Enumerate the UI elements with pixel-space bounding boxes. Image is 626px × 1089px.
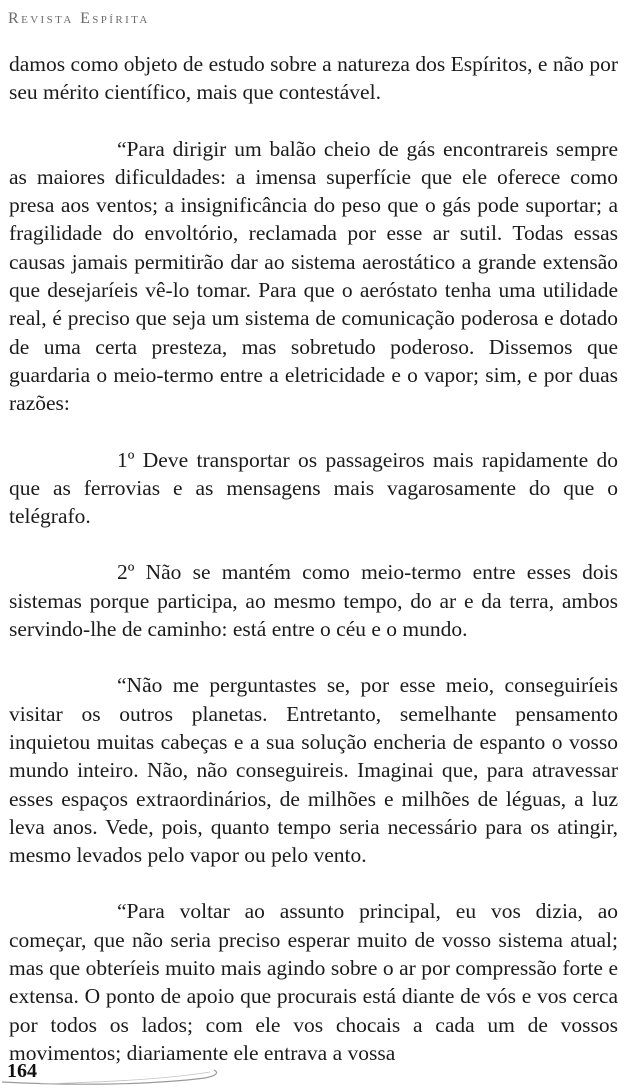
page-body: [9, 50, 618, 1067]
paragraph-other-planets: “Não me perguntastes se, por esse meio, conseguiríeis visitar os outros planetas. Entretanto, semelhante pensamento inquietou muitas cabeças e a sua solução encheria de espanto o vosso mundo inteiro. Não, não conseguireis. Imaginai que, para atravessar esses espaços extraordinários, de milhões e milhões de léguas, a luz leva anos. Vede, pois, quanto tempo seria necessário para os atingir, mesmo levados pelo vapor ou pelo vento.: [9, 673, 618, 868]
paragraph-reason-two: 2º Não se mantém como meio-termo entre esses dois sistemas porque participa, ao mesmo tempo, do ar e da terra, ambos servindo-lhe de caminho: está entre o céu e o mundo.: [9, 560, 618, 642]
paragraph-balloon-difficulties: “Para dirigir um balão cheio de gás encontrareis sempre as maiores dificuldades: a imensa superfície que ele oferece como presa aos ventos; a insignificância do peso que o gás pode suportar; a fragilidade do envoltório, reclamada por esse ar sutil. Todas essas causas jamais permitirão dar ao sistema aerostático a grande extensão que desejaríeis vê-lo tomar. Para que o aeróstato tenha uma utilidade real, é preciso que seja um sistema de comunicação poderosa e dotado de uma certa presteza, mas sobretudo poderoso. Dissemos que guardaria o meio-termo entre a eletricidade e o vapor; sim, e por duas razões:: [9, 136, 618, 416]
paragraph-main-subject: “Para voltar ao assunto principal, eu vos dizia, ao começar, que não seria preciso esperar muito de vosso sistema atual; mas que obteríeis muito mais agindo sobre o ar por compressão forte e extensa. O ponto de apoio que procurais está diante de vós e vos cerca por todos os lados; com ele vos chocais a cada um de vossos movimentos; diariamente ele entrava a vossa: [9, 899, 618, 1065]
running-header: Revista Espírita: [8, 10, 150, 27]
paragraph-continuation: damos como objeto de estudo sobre a natureza dos Espíritos, e não por seu mérito científico, mais que contestável.: [9, 52, 618, 105]
page-number: 164: [7, 1060, 37, 1082]
paragraph-reason-one: 1º Deve transportar os passageiros mais rapidamente do que as ferrovias e as mensagens mais vagarosamente do que o telégrafo.: [9, 447, 618, 529]
